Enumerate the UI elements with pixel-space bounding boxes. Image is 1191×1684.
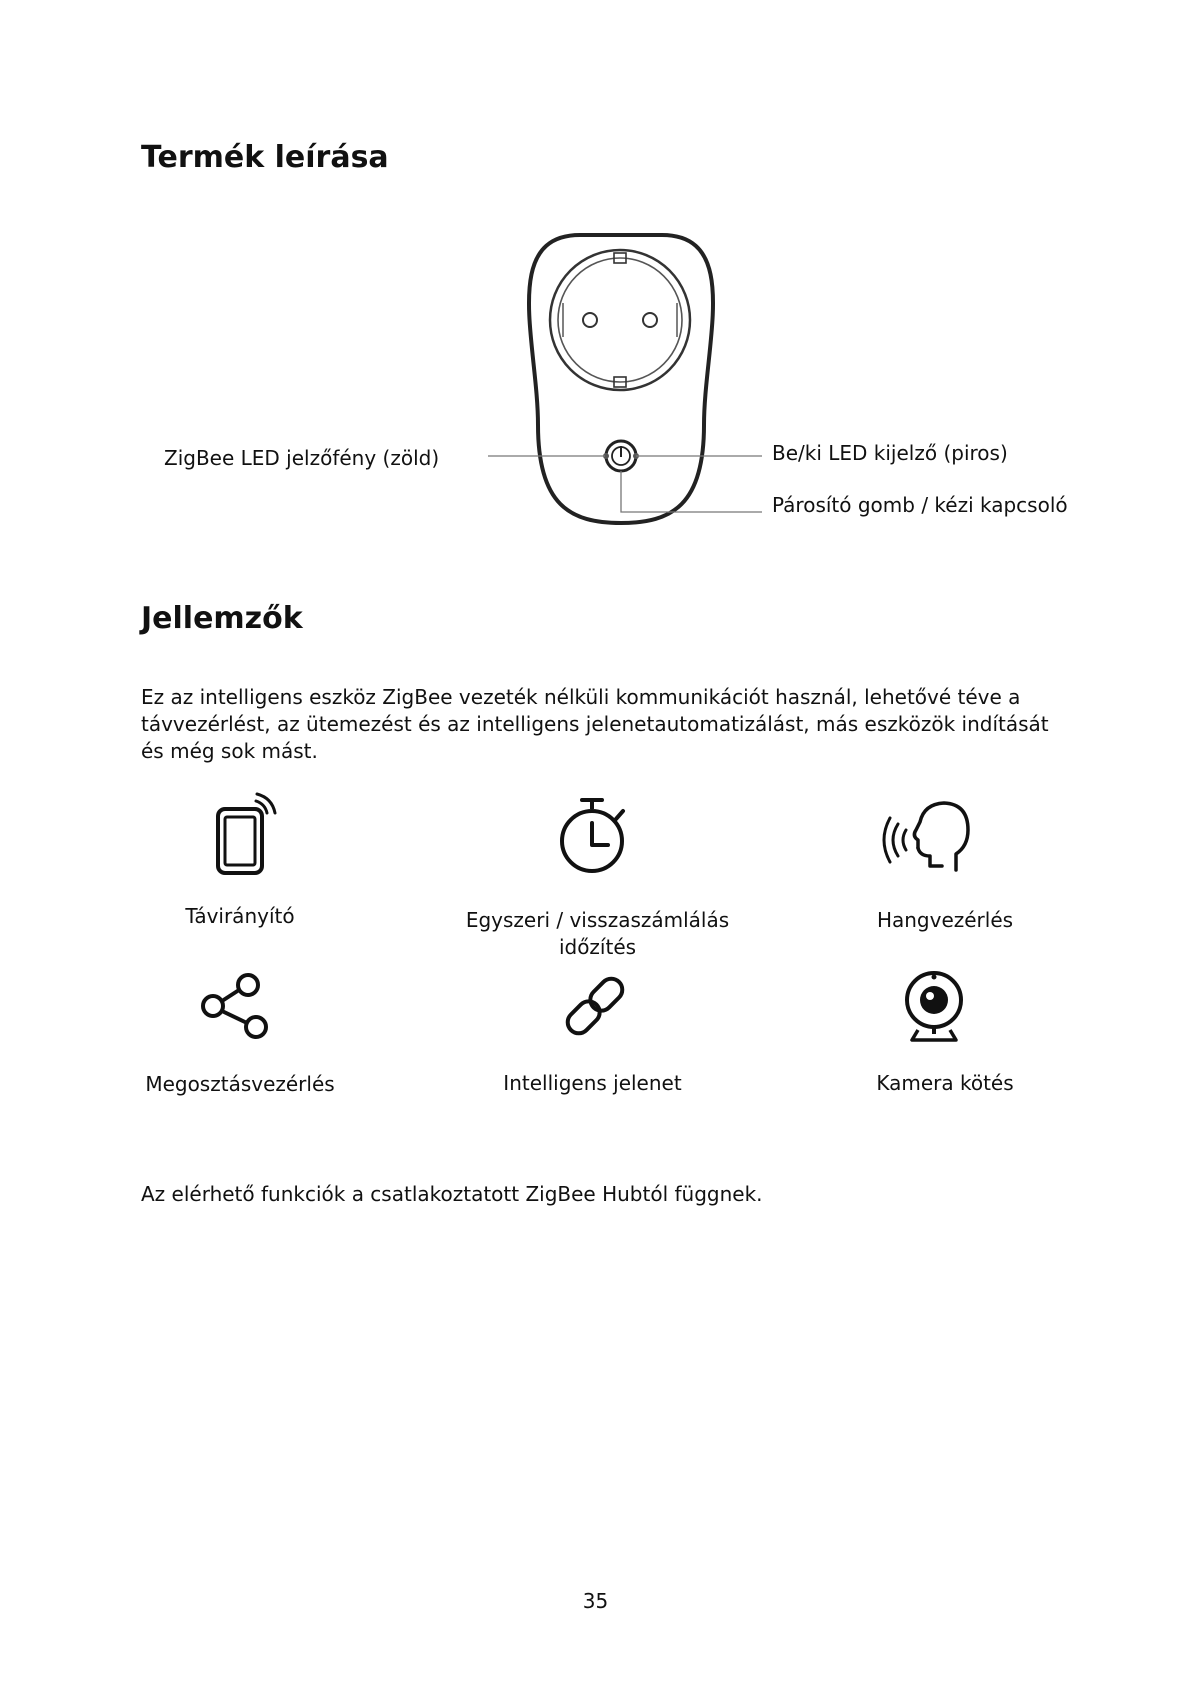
link-icon xyxy=(563,974,627,1038)
smartphone-signal-icon xyxy=(212,795,278,877)
voice-head-icon xyxy=(882,800,972,874)
feature-label-camera-binding: Kamera kötés xyxy=(876,1071,1014,1095)
page-number: 35 xyxy=(582,1589,609,1613)
callout-pairing-button: Párosító gomb / kézi kapcsoló xyxy=(772,493,1068,517)
feature-label-remote-control: Távirányító xyxy=(185,904,295,928)
availability-note: Az elérhető funkciók a csatlakoztatott ZigBee Hubtól függnek. xyxy=(141,1182,763,1206)
share-icon xyxy=(200,972,272,1040)
feature-label-share-control: Megosztásvezérlés xyxy=(145,1072,335,1096)
webcam-icon xyxy=(900,968,968,1044)
product-description-heading: Termék leírása xyxy=(141,140,389,175)
callout-onoff-led: Be/ki LED kijelző (piros) xyxy=(772,441,1008,465)
callout-zigbee-led: ZigBee LED jelzőfény (zöld) xyxy=(164,446,440,470)
feature-label-smart-scene: Intelligens jelenet xyxy=(503,1071,682,1095)
features-heading: Jellemzők xyxy=(141,601,303,636)
features-intro-paragraph: Ez az intelligens eszköz ZigBee vezeték nélküli kommunikációt használ, lehetővé téve a távvezérlést, az ütemezést és az intelligens jelenetautomatizálást, más eszközök indítását és még sok mást. xyxy=(141,685,1049,763)
stopwatch-icon xyxy=(560,797,632,873)
feature-label-voice-control: Hangvezérlés xyxy=(876,908,1014,932)
feature-label-timer: Egyszeri / visszaszámlálás időzítés xyxy=(465,908,730,959)
